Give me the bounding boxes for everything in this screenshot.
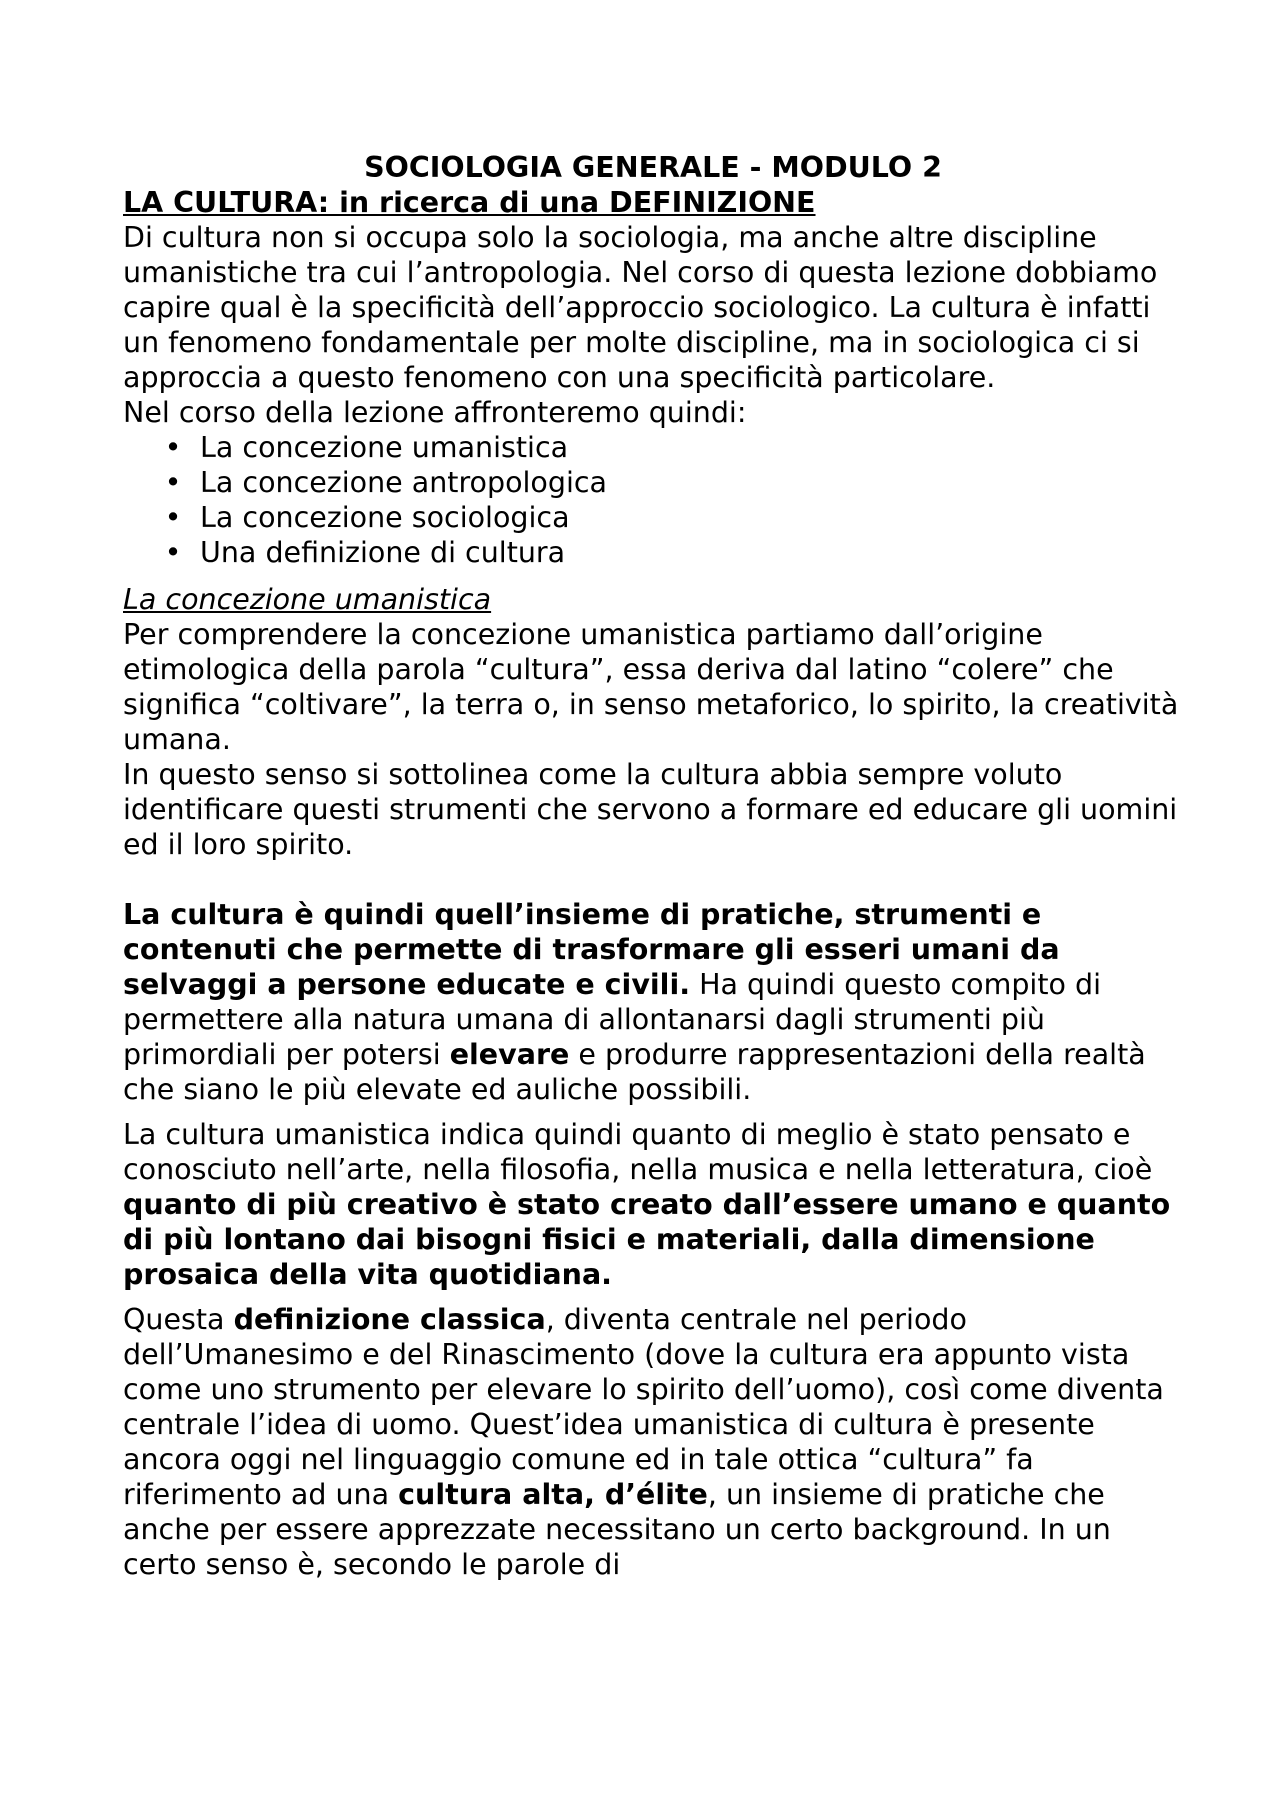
bullet-icon: • [164,431,182,464]
list-item [163,535,1183,570]
list-item-label: La concezione umanistica [200,431,569,464]
document-page [123,150,1183,1582]
list-item [163,500,1183,535]
document-title: SOCIOLOGIA GENERALE - MODULO 2 [364,151,942,184]
classic-definition-paragraph: Questa definizione classica, diventa centrale nel periodo dell’Umanesimo e del Rinascimento (dove la cultura era appunto vista come uno strumento per elevare lo spirito dell’uomo), così come diventa centrale l’idea di uomo. Quest’idea umanistica di cultura è presente ancora oggi nel linguaggio comune ed in tale ottica “cultura” fa riferimento ad una cultura alta, d’élite, un insieme di pratiche che anche per essere apprezzate necessitano un certo background. In un certo senso è, secondo le parole di [123,1303,1164,1581]
etymology-paragraph: Per comprendere la concezione umanistica partiamo dall’origine etimologica della parola “cultura”, essa deriva dal latino “colere” che significa “coltivare”, la terra o, in senso metaforico, lo spirito, la creatività umana. [123,618,1179,756]
bullet-icon: • [164,466,182,499]
list-item-label: La concezione sociologica [200,501,570,534]
section-heading: La concezione umanistica [123,583,492,616]
classic-definition-bold: definizione classica [233,1303,546,1336]
list-item [163,465,1183,500]
topic-list [123,430,1183,570]
list-item [163,430,1183,465]
list-item-label: La concezione antropologica [200,466,608,499]
bullet-icon: • [164,501,182,534]
bullet-icon: • [164,536,182,569]
list-item-label: Una definizione di cultura [200,536,566,569]
list-intro: Nel corso della lezione affronteremo quindi: [123,396,747,429]
document-subtitle: LA CULTURA: in ricerca di una DEFINIZIONE [123,186,816,219]
intro-paragraph: Di cultura non si occupa solo la sociologia, ma anche altre discipline umanistiche tra cui l’antropologia. Nel corso di questa lezione dobbiamo capire qual è la specificità dell’approccio sociologico. La cultura è infatti un fenomeno fondamentale per molte discipline, ma in sociologica ci si approccia a questo fenomeno con una specificità particolare. [123,221,1158,394]
creative-bold: quanto di più creativo è stato creato dall’essere umano e quanto di più lontano dai bisogni fisici e materiali, dalla dimensione prosaica della vita quotidiana. [123,1188,1171,1291]
elite-culture-bold: cultura alta, d’élite [398,1478,708,1511]
definition-bold: La cultura è quindi quell’insieme di pratiche, strumenti e contenuti che permette di trasformare gli esseri umani da selvaggi a persone educate e civili. [123,898,1060,1001]
elevare-bold: elevare [449,1038,570,1071]
humanist-culture-paragraph: La cultura umanistica indica quindi quanto di meglio è stato pensato e conosciuto nell’arte, nella filosofia, nella musica e nella letteratura, cioè quanto di più creativo è stato creato dall’essere umano e quanto di più lontano dai bisogni fisici e materiali, dalla dimensione prosaica della vita quotidiana. [123,1118,1171,1291]
definition-paragraph: La cultura è quindi quell’insieme di pratiche, strumenti e contenuti che permette di trasformare gli esseri umani da selvaggi a persone educate e civili. Ha quindi questo compito di permettere alla natura umana di allontanarsi dagli strumenti più primordiali per potersi elevare e produrre rappresentazioni della realtà che siano le più elevate ed auliche possibili. [123,898,1146,1106]
purpose-paragraph: In questo senso si sottolinea come la cultura abbia sempre voluto identificare questi strumenti che servono a formare ed educare gli uomini ed il loro spirito. [123,758,1178,861]
